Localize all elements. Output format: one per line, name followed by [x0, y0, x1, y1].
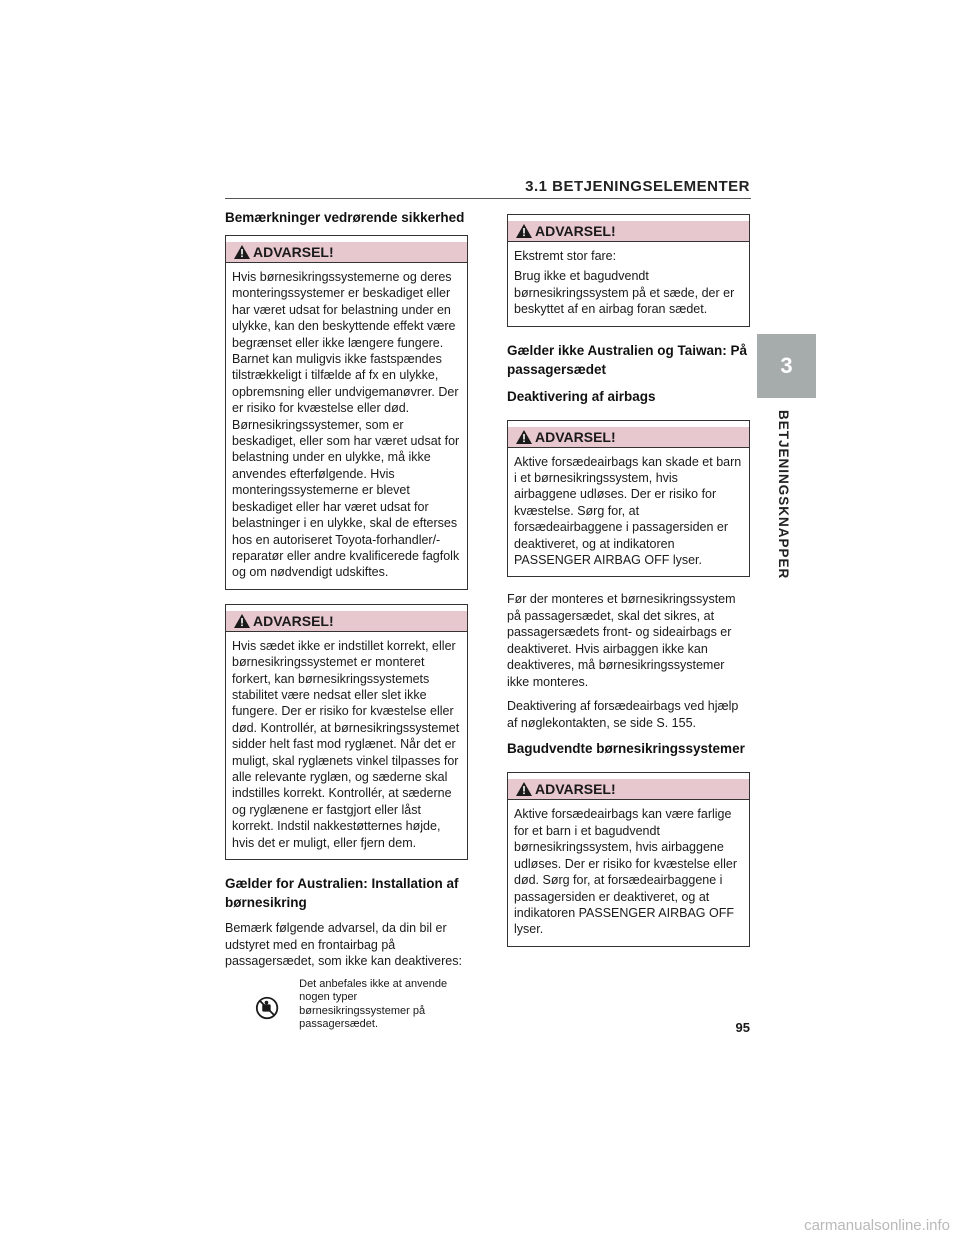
warning-box [507, 214, 750, 327]
warning-text: Ekstremt stor fare: [514, 249, 617, 263]
left-column [225, 208, 468, 1033]
warning-box [507, 420, 750, 578]
warning-header [508, 221, 749, 242]
chapter-side-label: BETJENINGSKNAPPER [776, 410, 791, 580]
watermark: carmanualsonline.info [804, 1217, 950, 1234]
warning-triangle-icon [516, 224, 532, 238]
warning-label: ADVARSEL! [253, 612, 334, 629]
section-title: 3.1 BETJENINGSELEMENTER [525, 178, 750, 195]
paragraph: Før der monteres et børnesikringssystem på passagersædet, skal det sikres, at passagersædets front- og sideairbags er deaktiveret. Hvis airbaggen ikke kan deaktiveres, må børnesikringssystemer ikke monteres. [507, 592, 736, 689]
warning-label: ADVARSEL! [535, 781, 616, 798]
chapter-tab: 3 [757, 334, 816, 398]
notice-text: Det anbefales ikke at anvende nogen typer børnesikringssystemer på passagersædet. [299, 977, 448, 1030]
warning-box [225, 235, 468, 590]
warning-header [508, 427, 749, 448]
warning-header [226, 242, 467, 263]
heading-rear-facing: Bagudvendte børnesikringssystemer [507, 741, 745, 757]
paragraph: Bemærk følgende advarsel, da din bil er udstyret med en frontairbag på passagersædet, som ikke kan deaktiveres: [225, 921, 462, 968]
warning-triangle-icon [516, 782, 532, 796]
warning-box [507, 772, 750, 946]
warning-header [226, 611, 467, 632]
heading-australia: Gælder for Australien: Installation af børnesikring [225, 876, 459, 910]
no-child-seat-icon [255, 983, 279, 1033]
page-number: 95 [735, 1020, 750, 1035]
warning-text: Hvis børnesikringssystemerne og deres monteringssystemer er beskadiget eller har været udsat for belastning under en ulykke, kan den beskyttende effekt være begrænset eller ikke længere fungere. Barnet kan muligvis ikke fastspændes tilstrækkeligt i tilfælde af fx en ulykke, opbremsning eller undvigemanøvrer. Der er risiko for kvæstelse eller død. Børnesikringssystemer, som er beskadiget, eller som har været udsat for belastning under en ulykke, må ikke anvendes efterfølgende. Hvis monteringssystemerne er blevet beskadiget eller har været udsat for belastninger i en ulykke, skal de efterses hos en autoriseret Toyota-forhandler/-reparatør eller andre kvalificerede fagfolk og om nødvendigt udskiftes. [232, 270, 460, 580]
heading-deactivate-airbags: Deaktivering af airbags [507, 388, 656, 404]
heading-safety-notes: Bemærkninger vedrørende sikkerhed [225, 210, 465, 225]
warning-label: ADVARSEL! [253, 244, 334, 260]
heading-not-australia: Gælder ikke Australien og Taiwan: På passagersædet [507, 342, 748, 377]
warning-label: ADVARSEL! [535, 223, 616, 239]
warning-box [225, 604, 468, 860]
warning-header [508, 779, 749, 800]
warning-triangle-icon [516, 430, 532, 444]
warning-triangle-icon [234, 245, 250, 259]
warning-triangle-icon [234, 614, 250, 628]
right-column [507, 208, 750, 961]
paragraph: Deaktivering af forsædeairbags ved hjælp af nøglekontakten, se side S. 155. [507, 699, 739, 730]
notice-block [225, 978, 468, 1033]
warning-label: ADVARSEL! [535, 428, 616, 445]
warning-text: Aktive forsædeairbags kan skade et barn i et børnesikringssystem, hvis airbaggene udløses. Der er risiko for kvæstelse. Sørg for, at forsædeairbaggene i passagersiden er deaktiveret, og at indikatoren PASSENGER AIRBAG OFF lyser. [514, 454, 742, 568]
warning-text: Hvis sædet ikke er indstillet korrekt, eller børnesikringssystemet er monteret forkert, kan børnesikringssystemets stabilitet være nedsat eller slet ikke fungere. Der er risiko for kvæstelse eller død. Kontrollér, at børnesikringssystemet sidder helt fast mod ryglænet. Når det er muligt, skal ryglænets vinkel tilpasses for alle relevante ryglæn, og sæderne skal indstilles korrekt. Kontrollér, at sæderne og ryglænene er fastgjort eller låst korrekt. Indstil nakkestøtternes højde, hvis det er muligt, eller fjern dem. [232, 638, 460, 850]
header-divider [225, 198, 751, 199]
warning-text: Aktive forsædeairbags kan være farlige for et barn i et bagudvendt børnesikringssystem, hvis airbaggene udløses. Der er risiko for kvæstelse eller død. Sørg for, at forsædeairbaggene i passagersiden er deaktiveret, og at indikatoren PASSENGER AIRBAG OFF lyser. [514, 807, 737, 937]
warning-text: Brug ikke et bagudvendt børnesikringssystem på et sæde, der er beskyttet af en airbag foran sædet. [514, 269, 735, 317]
